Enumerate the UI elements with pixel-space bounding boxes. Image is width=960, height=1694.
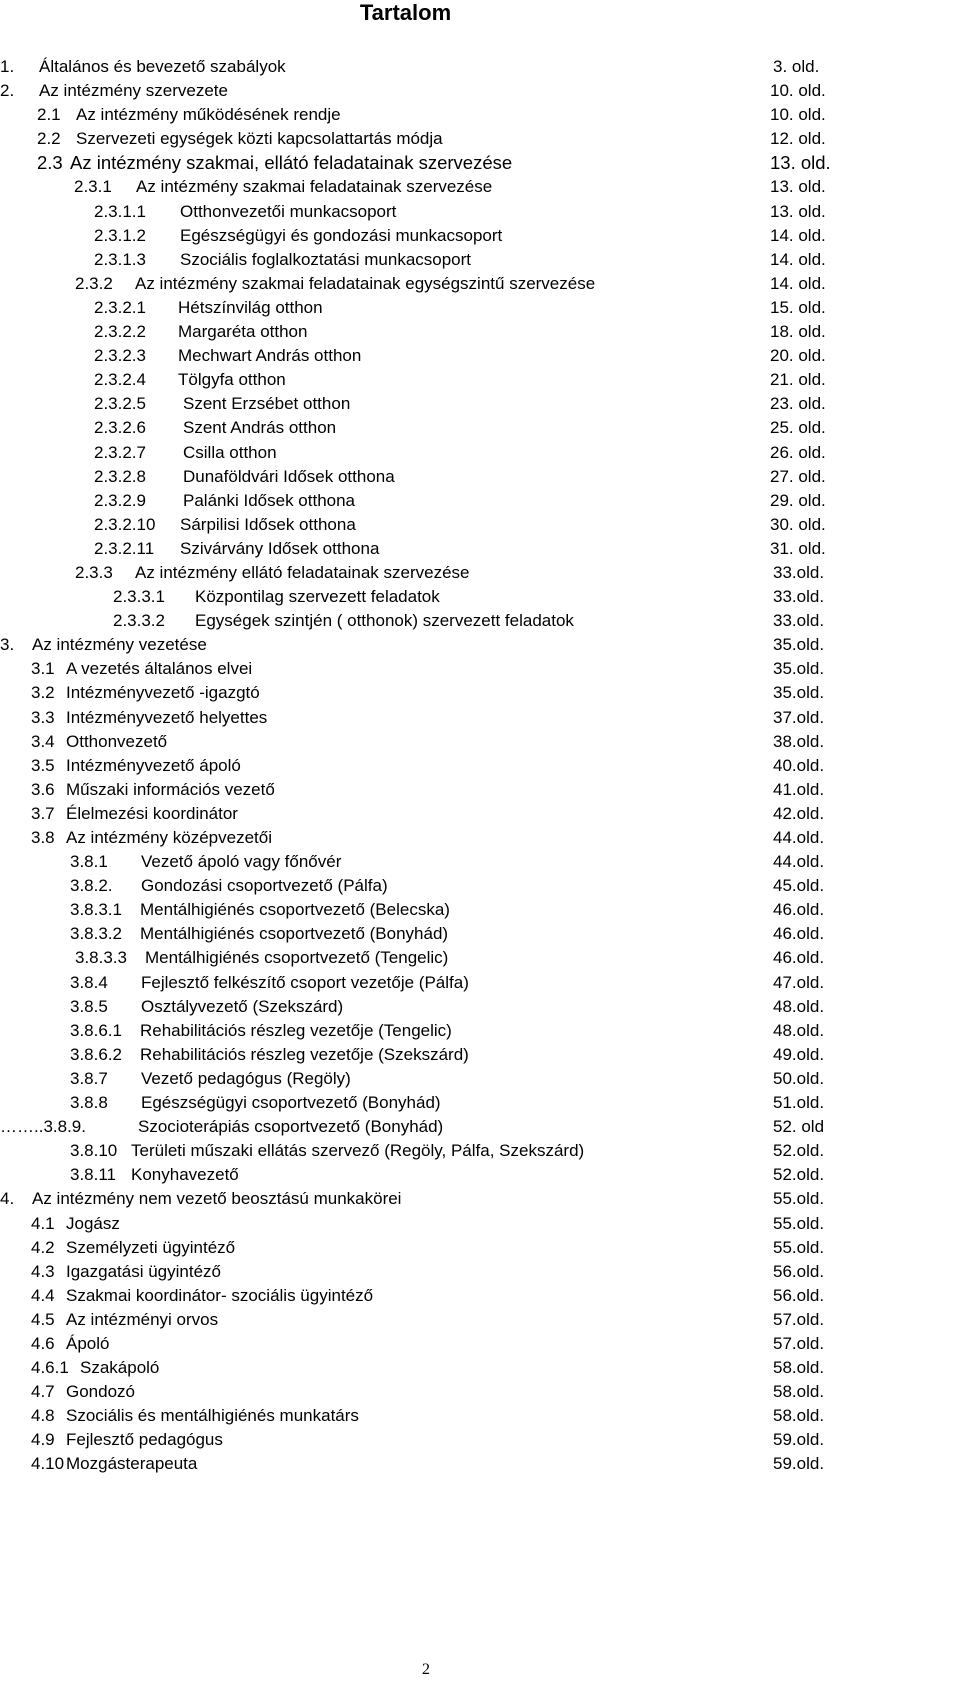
- toc-entry-title: Egységek szintjén ( otthonok) szervezett feladatok: [195, 611, 574, 631]
- toc-entry-number: 3.8.8: [70, 1093, 108, 1113]
- toc-entry: [0, 248, 960, 272]
- toc-entry-page: 46.old.: [773, 924, 825, 944]
- toc-entry-title: Szocioterápiás csoportvezető (Bonyhád): [138, 1117, 444, 1137]
- toc-entry-title: Rehabilitációs részleg vezetője (Szekszárd): [140, 1044, 469, 1064]
- toc-entry: [0, 1356, 960, 1380]
- toc-entry-page: 59.old.: [773, 1430, 825, 1450]
- toc-entry-title: Szent Erzsébet otthon: [183, 394, 351, 414]
- toc-entry: [0, 706, 960, 730]
- toc-entry-page: 27. old.: [770, 466, 826, 486]
- toc-entry: [0, 1404, 960, 1428]
- toc-entry-page: 20. old.: [770, 346, 826, 366]
- toc-entry-page: 15. old.: [770, 297, 826, 317]
- toc-entry-title: Sárpilisi Idősek otthona: [180, 514, 356, 534]
- toc-entry-number: 4.3: [31, 1261, 55, 1281]
- toc-entry-number: 2.3.3.2: [113, 611, 165, 631]
- toc-entry-number: 4.1: [31, 1213, 55, 1233]
- toc-entry-page: 14. old.: [770, 249, 826, 269]
- toc-entry-page: 35.old.: [773, 635, 825, 655]
- toc-entry-title: Rehabilitációs részleg vezetője (Tengelic): [140, 1020, 452, 1040]
- toc-entry-title: Szociális és mentálhigiénés munkatárs: [66, 1406, 359, 1426]
- toc-entry-title: Ápoló: [66, 1333, 110, 1353]
- toc-entry-page: 59.old.: [773, 1454, 825, 1474]
- toc-entry-title: Mechwart András otthon: [178, 346, 362, 366]
- page-title: Tartalom: [359, 0, 452, 25]
- toc-entry-number: 3.8.11: [70, 1165, 117, 1185]
- toc-entry: [0, 368, 960, 392]
- toc-entry-number: 2.3.2.8: [94, 466, 146, 486]
- toc-entry-page: 52. old: [773, 1117, 825, 1137]
- toc-entry-page: 25. old.: [770, 418, 826, 438]
- toc-entry: [0, 561, 960, 585]
- toc-entry: [0, 272, 960, 296]
- toc-entry: [0, 609, 960, 633]
- toc-entry-page: 33.old.: [773, 611, 825, 631]
- toc-entry-page: 57.old.: [773, 1309, 825, 1329]
- toc-entry: [0, 585, 960, 609]
- toc-entry-title: Vezető pedagógus (Regöly): [141, 1068, 351, 1088]
- toc-entry: [0, 633, 960, 657]
- toc-entry-title: Palánki Idősek otthona: [183, 490, 356, 510]
- toc-entry-title: Mentálhigiénés csoportvezető (Tengelic): [145, 948, 449, 968]
- toc-entry-title: Intézményvezető -igazgtó: [66, 683, 260, 703]
- toc-entry-title: Margaréta otthon: [178, 322, 308, 342]
- toc-entry-page: 44.old.: [773, 828, 825, 847]
- toc-entry: [0, 392, 960, 416]
- toc-entry-page: 33.old.: [773, 562, 825, 582]
- toc-entry-title: Központilag szervezett feladatok: [195, 587, 440, 607]
- toc-entry-page: 41.old.: [773, 779, 825, 799]
- toc-entry-number: 3.3: [31, 707, 55, 727]
- toc-entry-number: 4.5: [31, 1309, 55, 1329]
- toc-entry-title: Otthonvezetői munkacsoport: [180, 201, 397, 221]
- toc-entry-title: Fejlesztő felkészítő csoport vezetője (Pálfa): [141, 972, 469, 992]
- toc-entry-page: 23. old.: [770, 394, 826, 414]
- toc-entry-title: Intézményvezető helyettes: [66, 707, 268, 727]
- toc-entry-page: 26. old.: [770, 442, 826, 462]
- toc-entry-number: 2.3.1.2: [94, 225, 146, 245]
- toc-entry-number: 2.3.3.1: [113, 587, 165, 607]
- toc-entry-number: 2.3.3: [75, 562, 113, 582]
- toc-entry: [0, 1332, 960, 1356]
- toc-entry-title: Hétszínvilág otthon: [178, 297, 323, 317]
- toc-entry: [0, 898, 960, 922]
- toc-entry-page: 45.old.: [773, 876, 825, 896]
- toc-entry-number: 2.3.2.4: [94, 370, 146, 390]
- toc-entry-page: 31. old.: [770, 538, 826, 558]
- toc-entry-number: 3.4: [31, 731, 55, 751]
- toc-entry-page: 56.old.: [773, 1285, 825, 1305]
- toc-entry: [0, 103, 960, 127]
- toc-entry-number: 3.8.2.: [70, 876, 113, 896]
- toc-entry: [0, 1452, 960, 1476]
- toc-entry-page: 40.old.: [773, 755, 825, 775]
- toc-entry: [0, 151, 960, 175]
- toc-entry-number: 3.8.6.1: [70, 1020, 122, 1040]
- toc-entry: [0, 1308, 960, 1332]
- toc-entry-page: 52.old.: [773, 1165, 825, 1185]
- toc-entry-page: 35.old.: [773, 659, 825, 679]
- toc-entry-title: Az intézmény vezetése: [32, 635, 207, 655]
- toc-entry-number: 2.3.1.3: [94, 249, 146, 269]
- toc-entry-page: 46.old.: [773, 948, 825, 968]
- toc-entry-page: 13. old.: [770, 177, 826, 197]
- toc-entry-number: 3.8.3.2: [70, 924, 122, 944]
- toc-entry-number: 4.9: [31, 1430, 55, 1450]
- toc-entry-page: 13. old.: [770, 152, 831, 174]
- toc-entry-page: 57.old.: [773, 1333, 825, 1353]
- toc-entry-page: 42.old.: [773, 803, 825, 823]
- toc-entry-title: Személyzeti ügyintéző: [66, 1237, 236, 1257]
- toc-entry: [0, 127, 960, 151]
- toc-entry-page: 30. old.: [770, 514, 826, 534]
- toc-entry-page: 35.old.: [773, 683, 825, 703]
- toc-entry-title: Szociális foglalkoztatási munkacsoport: [180, 249, 472, 269]
- toc-entry-title: Szakápoló: [80, 1358, 160, 1378]
- toc-entry: [0, 296, 960, 320]
- toc-entry-number: 3.8.3.1: [70, 900, 122, 920]
- toc-entry-title: Egészségügyi csoportvezető (Bonyhád): [141, 1093, 441, 1113]
- toc-entry: [0, 513, 960, 537]
- toc-entry: [0, 946, 960, 970]
- toc-entry: [0, 850, 960, 874]
- toc-entry: [0, 1284, 960, 1308]
- toc-entry: [0, 416, 960, 440]
- toc-entry: [0, 1380, 960, 1404]
- toc-entry-page: 50.old.: [773, 1068, 825, 1088]
- toc-entry: [0, 1212, 960, 1236]
- toc-entry-title: Élelmezési koordinátor: [66, 803, 238, 823]
- toc-entry-page: 38.old.: [773, 731, 825, 751]
- toc-entry: [0, 730, 960, 754]
- toc-entry-number: 2.3.2.2: [94, 322, 146, 342]
- toc-entry-title: Szent András otthon: [183, 418, 337, 438]
- toc-entry-title: Dunaföldvári Idősek otthona: [183, 466, 395, 486]
- toc-entry-number: 4.8: [31, 1406, 55, 1426]
- toc-entry-title: Szivárvány Idősek otthona: [180, 538, 380, 558]
- toc-entry: [0, 1163, 960, 1187]
- toc-entry-number: 3.8.5: [70, 996, 108, 1016]
- toc-entry-title: Otthonvezető: [66, 731, 168, 751]
- toc-entry: [0, 1019, 960, 1043]
- toc-entry: [0, 874, 960, 898]
- toc-entry-title: Konyhavezető: [131, 1165, 239, 1185]
- toc-entry: [0, 1236, 960, 1260]
- toc-entry-number: 3.5: [31, 755, 55, 775]
- toc-entry-title: Mozgásterapeuta: [66, 1454, 198, 1474]
- toc-entry-title: Általános és bevezető szabályok: [39, 57, 286, 76]
- toc-entry-page: 33.old.: [773, 587, 825, 607]
- toc-entry-number: 3.7: [31, 803, 55, 823]
- toc-entry: [0, 537, 960, 561]
- toc-entry-number: 2.3.2.6: [94, 418, 146, 438]
- toc-entry: [0, 971, 960, 995]
- toc-entry-title: Gondozási csoportvezető (Pálfa): [141, 876, 388, 896]
- toc-entry-number: 3.8: [31, 828, 55, 847]
- toc-entry: [0, 441, 960, 465]
- toc-entry-title: Jogász: [66, 1213, 120, 1233]
- toc-entry-page: 58.old.: [773, 1382, 825, 1402]
- toc-entry-number: 2.3.2.11: [94, 538, 155, 558]
- toc-entry-number: 3.: [0, 635, 15, 655]
- toc-entry-number: 3.8.10: [70, 1141, 118, 1161]
- toc-entry-page: 49.old.: [773, 1044, 825, 1064]
- toc-entry-number: 3.8.3.3: [75, 948, 127, 968]
- toc-entry-page: 46.old.: [773, 900, 825, 920]
- toc-entry: [0, 802, 960, 826]
- toc-entry-page: 44.old.: [773, 852, 825, 872]
- toc-entry-number: 1.: [0, 57, 15, 76]
- toc-entry: [0, 489, 960, 513]
- toc-entry-title: Szervezeti egységek közti kapcsolattartás módja: [76, 129, 443, 149]
- toc-entry: [0, 55, 960, 79]
- toc-entry-page: 12. old.: [770, 129, 826, 149]
- toc-entry: [0, 922, 960, 946]
- toc-entry-page: 52.old.: [773, 1141, 825, 1161]
- toc-entry-number: 2.3: [37, 152, 63, 174]
- toc-entry-number: 3.8.6.2: [70, 1044, 122, 1064]
- toc-entry: [0, 1428, 960, 1452]
- toc-entry-number: ……..3.8.9.: [0, 1117, 86, 1137]
- toc-entry-title: A vezetés általános elvei: [66, 659, 253, 679]
- toc-entry-page: 56.old.: [773, 1261, 825, 1281]
- toc-entry-number: 3.2: [31, 683, 55, 703]
- toc-entry-title: Intézményvezető ápoló: [66, 755, 241, 775]
- toc-entry-title: Tölgyfa otthon: [178, 370, 286, 390]
- toc-entry-number: 3.8.4: [70, 972, 108, 992]
- toc-entry-title: Műszaki információs vezető: [66, 779, 275, 799]
- toc-entry-title: Osztályvezető (Szekszárd): [141, 996, 344, 1016]
- toc-entry-number: 4.: [0, 1189, 15, 1209]
- toc-entry-page: 29. old.: [770, 490, 826, 510]
- toc-entry-page: 13. old.: [770, 201, 826, 221]
- toc-entry-number: 2.3.2.10: [94, 514, 156, 534]
- toc-entry-page: 58.old.: [773, 1406, 825, 1426]
- toc-entry-page: 58.old.: [773, 1358, 825, 1378]
- toc-entry: [0, 995, 960, 1019]
- toc-entry: [0, 657, 960, 681]
- toc-entry-number: 2.3.2.3: [94, 346, 146, 366]
- toc-entry-number: 4.4: [31, 1285, 55, 1305]
- toc-entry-title: Az intézmény szakmai feladatainak egységszintű szervezése: [135, 273, 596, 293]
- toc-entry: [0, 465, 960, 489]
- toc-entry-number: 2.3.2.9: [94, 490, 146, 510]
- toc-entry-page: 10. old.: [770, 105, 826, 125]
- toc-entry-number: 4.6.1: [31, 1358, 69, 1378]
- toc-entry-number: 2.3.2.7: [94, 442, 146, 462]
- toc-entry-number: 4.2: [31, 1237, 55, 1257]
- toc-entry-number: 3.8.7: [70, 1068, 108, 1088]
- toc-entry-number: 2.3.2.1: [94, 297, 146, 317]
- toc-entry-title: Szakmai koordinátor- szociális ügyintéző: [66, 1285, 374, 1305]
- toc-entry-page: 18. old.: [770, 322, 826, 342]
- toc-entry-number: 2.3.1.1: [94, 201, 146, 221]
- toc-entry-page: 55.old.: [773, 1237, 825, 1257]
- table-of-contents: [0, 55, 960, 1477]
- toc-entry-number: 3.6: [31, 779, 55, 799]
- toc-entry: [0, 1139, 960, 1163]
- toc-entry: [0, 224, 960, 248]
- toc-entry-title: Mentálhigiénés csoportvezető (Bonyhád): [140, 924, 449, 944]
- toc-entry-page: 3. old.: [773, 57, 820, 76]
- toc-entry-title: Területi műszaki ellátás szervező (Regöly, Pálfa, Szekszárd): [131, 1141, 585, 1161]
- toc-entry-number: 2.3.1: [74, 177, 112, 197]
- toc-entry-number: 3.8.1: [70, 852, 108, 872]
- toc-entry: [0, 200, 960, 224]
- toc-entry-number: 2.3.2: [75, 273, 113, 293]
- toc-entry-number: 3.1: [31, 659, 55, 679]
- toc-entry-title: Az intézmény működésének rendje: [76, 105, 341, 125]
- toc-entry: [0, 1260, 960, 1284]
- toc-entry: [0, 1043, 960, 1067]
- toc-entry-page: 48.old.: [773, 1020, 825, 1040]
- toc-entry-page: 55.old.: [773, 1213, 825, 1233]
- toc-entry-number: 2.2: [37, 129, 61, 149]
- toc-entry: [0, 175, 960, 199]
- toc-entry-title: Mentálhigiénés csoportvezető (Belecska): [140, 900, 450, 920]
- toc-entry-title: Az intézményi orvos: [66, 1309, 219, 1329]
- toc-entry-number: 4.10: [31, 1454, 65, 1474]
- toc-entry-title: Igazgatási ügyintéző: [66, 1261, 221, 1281]
- toc-entry-page: 55.old.: [773, 1189, 825, 1209]
- toc-entry: [0, 320, 960, 344]
- toc-entry-page: 51.old.: [773, 1093, 825, 1113]
- toc-entry-title: Fejlesztő pedagógus: [66, 1430, 223, 1450]
- toc-entry-number: 2.1: [37, 105, 61, 125]
- toc-entry-title: Egészségügyi és gondozási munkacsoport: [180, 225, 503, 245]
- toc-entry: [0, 79, 960, 103]
- toc-entry: [0, 1115, 960, 1139]
- toc-entry-number: 2.3.2.5: [94, 394, 146, 414]
- toc-entry-title: Vezető ápoló vagy főnővér: [141, 852, 342, 872]
- page-number: 2: [422, 1661, 430, 1678]
- toc-entry-page: 21. old.: [770, 370, 826, 390]
- toc-entry: [0, 754, 960, 778]
- toc-entry-title: Gondozó: [66, 1382, 135, 1402]
- toc-entry: [0, 778, 960, 802]
- toc-entry-title: Az intézmény szervezete: [39, 81, 228, 101]
- toc-entry-number: 4.6: [31, 1333, 55, 1353]
- toc-entry-title: Az intézmény szakmai feladatainak szervezése: [136, 177, 493, 197]
- toc-entry-page: 14. old.: [770, 273, 826, 293]
- toc-entry: [0, 826, 960, 850]
- toc-entry-page: 10. old.: [770, 81, 826, 101]
- toc-entry-title: Az intézmény szakmai, ellátó feladatainak szervezése: [70, 152, 513, 174]
- toc-entry-page: 47.old.: [773, 972, 825, 992]
- toc-entry: [0, 1091, 960, 1115]
- toc-entry-page: 48.old.: [773, 996, 825, 1016]
- toc-entry-page: 37.old.: [773, 707, 825, 727]
- toc-entry-number: 4.7: [31, 1382, 55, 1402]
- toc-entry-page: 14. old.: [770, 225, 826, 245]
- toc-entry: [0, 344, 960, 368]
- toc-entry-title: Az intézmény ellátó feladatainak szervezése: [135, 562, 470, 582]
- toc-entry-number: 2.: [0, 81, 15, 101]
- toc-entry-title: Csilla otthon: [183, 442, 277, 462]
- toc-entry: [0, 1187, 960, 1211]
- toc-entry: [0, 681, 960, 705]
- toc-entry: [0, 1067, 960, 1091]
- toc-entry-title: Az intézmény nem vezető beosztású munkakörei: [32, 1189, 402, 1209]
- toc-entry-title: Az intézmény középvezetői: [66, 828, 272, 847]
